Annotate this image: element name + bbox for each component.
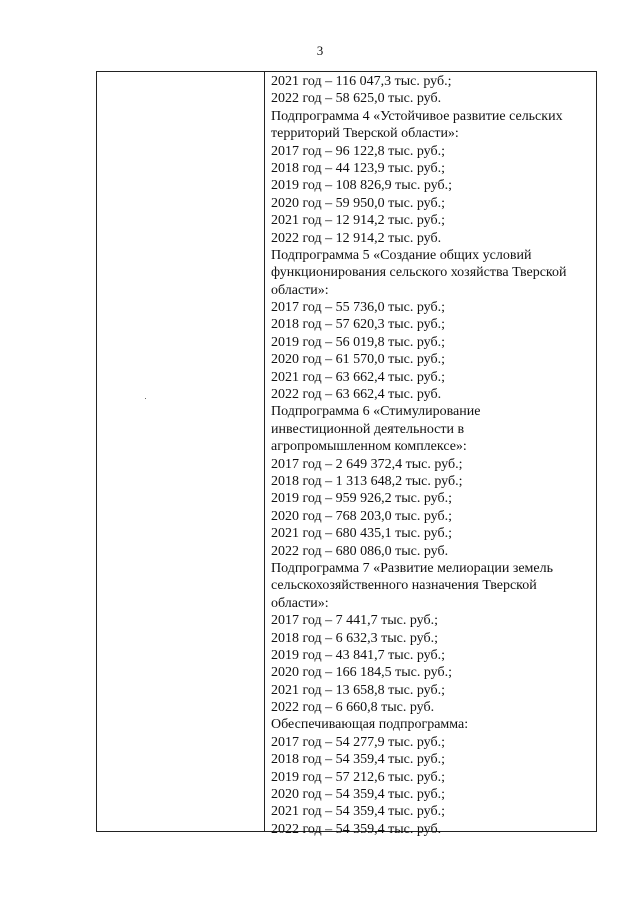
- subprogram-heading: Подпрограмма 5 «Создание общих условий: [271, 247, 532, 263]
- subprogram-heading: функционирования сельского хозяйства Тверской: [271, 265, 567, 281]
- table-left-cell: [97, 72, 265, 831]
- text-line: 2022 год – 58 625,0 тыс. руб.: [271, 91, 442, 107]
- subprogram-heading: Подпрограмма 4 «Устойчивое развитие сельских: [271, 108, 563, 124]
- text-line: 2019 год – 959 926,2 тыс. руб.;: [271, 491, 452, 507]
- subprogram-heading: Подпрограмма 6 «Стимулирование: [271, 404, 481, 420]
- text-line: 2017 год – 54 277,9 тыс. руб.;: [271, 734, 445, 750]
- subprogram-heading: Подпрограмма 7 «Развитие мелиорации земель: [271, 560, 554, 576]
- text-line: 2022 год – 12 914,2 тыс. руб.: [271, 230, 442, 246]
- subprogram-heading: Обеспечивающая подпрограмма:: [271, 717, 469, 733]
- text-line: 2018 год – 54 359,4 тыс. руб.;: [271, 752, 445, 768]
- text-line: 2019 год – 57 212,6 тыс. руб.;: [271, 769, 445, 785]
- text-line: 2021 год – 13 658,8 тыс. руб.;: [271, 682, 445, 698]
- text-line: 2019 год – 108 826,9 тыс. руб.;: [271, 178, 452, 194]
- text-line: 2020 год – 166 184,5 тыс. руб.;: [271, 665, 452, 681]
- text-line: 2021 год – 116 047,3 тыс. руб.;: [271, 74, 452, 89]
- text-line: 2022 год – 680 086,0 тыс. руб.: [271, 543, 449, 559]
- text-line: 2020 год – 59 950,0 тыс. руб.;: [271, 195, 445, 211]
- scan-speck: [145, 398, 146, 399]
- text-line: 2018 год – 57 620,3 тыс. руб.;: [271, 317, 445, 333]
- text-line: 2018 год – 6 632,3 тыс. руб.;: [271, 630, 438, 646]
- text-line: 2020 год – 768 203,0 тыс. руб.;: [271, 508, 452, 524]
- text-line: 2018 год – 44 123,9 тыс. руб.;: [271, 160, 445, 176]
- text-line: 2021 год – 680 435,1 тыс. руб.;: [271, 526, 452, 542]
- text-line: 2020 год – 61 570,0 тыс. руб.;: [271, 352, 445, 368]
- subprogram-heading: области»:: [271, 282, 329, 298]
- text-line: 2022 год – 6 660,8 тыс. руб.: [271, 700, 435, 716]
- subprogram-heading: сельскохозяйственного назначения Тверской: [271, 578, 537, 594]
- table-right-cell: [271, 73, 592, 838]
- page-number: 3: [316, 43, 324, 58]
- text-line: 2018 год – 1 313 648,2 тыс. руб.;: [271, 473, 463, 489]
- text-line: 2019 год – 43 841,7 тыс. руб.;: [271, 647, 445, 663]
- text-line: 2021 год – 54 359,4 тыс. руб.;: [271, 804, 445, 820]
- subprogram-heading: области»:: [271, 595, 329, 611]
- text-line: 2019 год – 56 019,8 тыс. руб.;: [271, 334, 445, 350]
- subprogram-heading: агропромышленном комплексе»:: [271, 439, 467, 455]
- text-line: 2017 год – 55 736,0 тыс. руб.;: [271, 300, 445, 316]
- text-line: 2022 год – 63 662,4 тыс. руб.: [271, 387, 442, 403]
- funding-table: [96, 71, 597, 837]
- subprogram-heading: инвестиционной деятельности в: [271, 421, 465, 437]
- subprogram-heading: территорий Тверской области»:: [271, 126, 459, 142]
- text-line: 2021 год – 63 662,4 тыс. руб.;: [271, 369, 445, 385]
- text-line: 2017 год – 96 122,8 тыс. руб.;: [271, 143, 445, 159]
- text-line: 2017 год – 7 441,7 тыс. руб.;: [271, 613, 438, 629]
- text-line: 2021 год – 12 914,2 тыс. руб.;: [271, 213, 445, 229]
- text-line: 2017 год – 2 649 372,4 тыс. руб.;: [271, 456, 463, 472]
- text-line: 2020 год – 54 359,4 тыс. руб.;: [271, 787, 445, 803]
- text-line: 2022 год – 54 359,4 тыс. руб.: [271, 821, 442, 837]
